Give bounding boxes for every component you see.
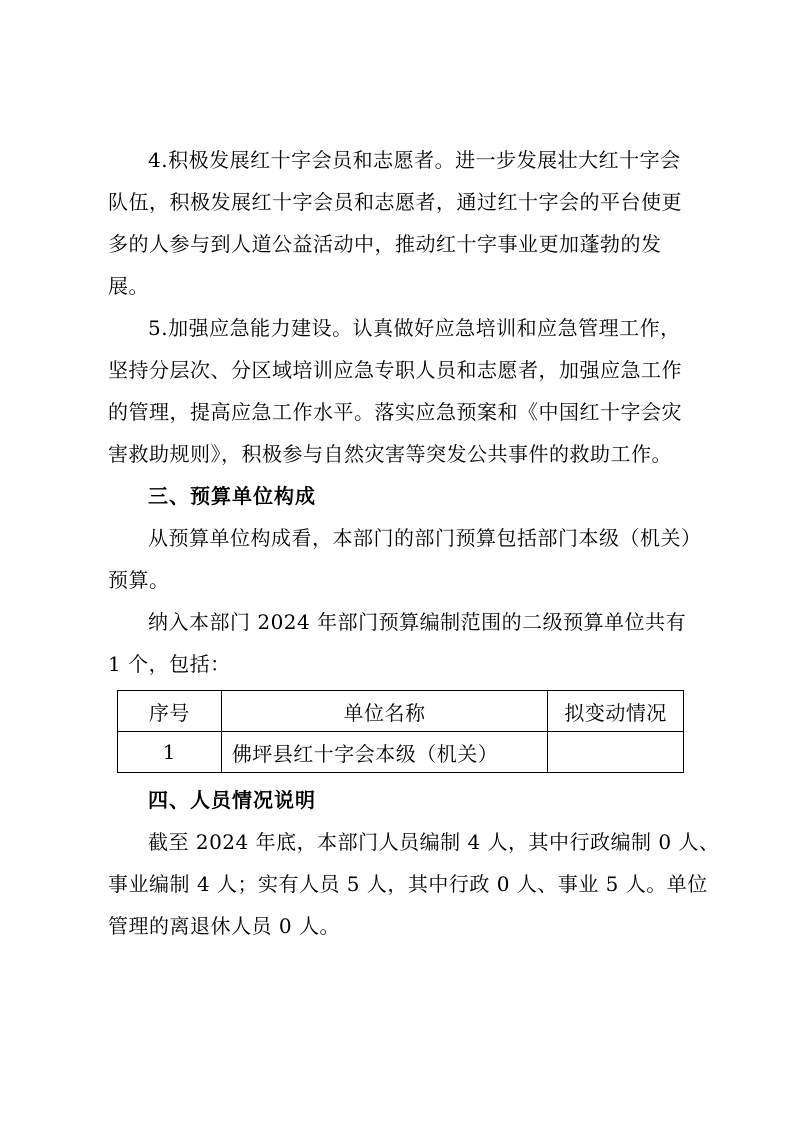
paragraph-4-line-1: 4.积极发展红十字会员和志愿者。进一步发展壮大红十字会 [148, 148, 681, 172]
paragraph-5-line-4: 害救助规则》，积极参与自然灾害等突发公共事件的救助工作。 [108, 442, 672, 466]
paragraph-4-line-2: 队伍，积极发展红十字会员和志愿者，通过红十字会的平台使更 [108, 190, 682, 214]
paragraph-5-line-2: 坚持分层次、分区域培训应急专职人员和志愿者，加强应急工作 [108, 358, 682, 382]
section-4-para-line-3: 管理的离退休人员 0 人。 [108, 914, 340, 938]
section-3-para-1-line-1: 从预算单位构成看，本部门的部门预算包括部门本级（机关） [148, 526, 702, 550]
section-4-heading: 四、人员情况说明 [148, 788, 316, 812]
header-unit-name: 单位名称 [221, 691, 547, 732]
section-3-para-2-line-1: 纳入本部门 2024 年部门预算编制范围的二级预算单位共有 [148, 610, 687, 634]
table-row [118, 732, 684, 773]
cell-unit-name: 佛坪县红十字会本级（机关） [221, 732, 547, 773]
header-seq: 序号 [118, 691, 222, 732]
budget-unit-table [117, 690, 684, 773]
section-4-para-line-1: 截至 2024 年底，本部门人员编制 4 人，其中行政编制 0 人、 [148, 830, 720, 854]
table-header-row [118, 691, 684, 732]
section-3-para-1-line-2: 预算。 [108, 568, 170, 592]
paragraph-5-line-1: 5.加强应急能力建设。认真做好应急培训和应急管理工作， [148, 316, 681, 340]
section-3-para-2-line-2: 1 个，包括： [108, 652, 231, 676]
paragraph-4-line-3: 多的人参与到人道公益活动中，推动红十字事业更加蓬勃的发 [108, 232, 662, 256]
section-3-heading: 三、预算单位构成 [148, 484, 316, 508]
paragraph-5-line-3: 的管理，提高应急工作水平。落实应急预案和《中国红十字会灾 [108, 400, 682, 424]
cell-change-status [548, 732, 684, 773]
paragraph-4-line-4: 展。 [108, 274, 149, 298]
header-change-status: 拟变动情况 [548, 691, 684, 732]
cell-seq: 1 [118, 732, 222, 773]
section-4-para-line-2: 事业编制 4 人；实有人员 5 人，其中行政 0 人、事业 5 人。单位 [108, 872, 708, 896]
